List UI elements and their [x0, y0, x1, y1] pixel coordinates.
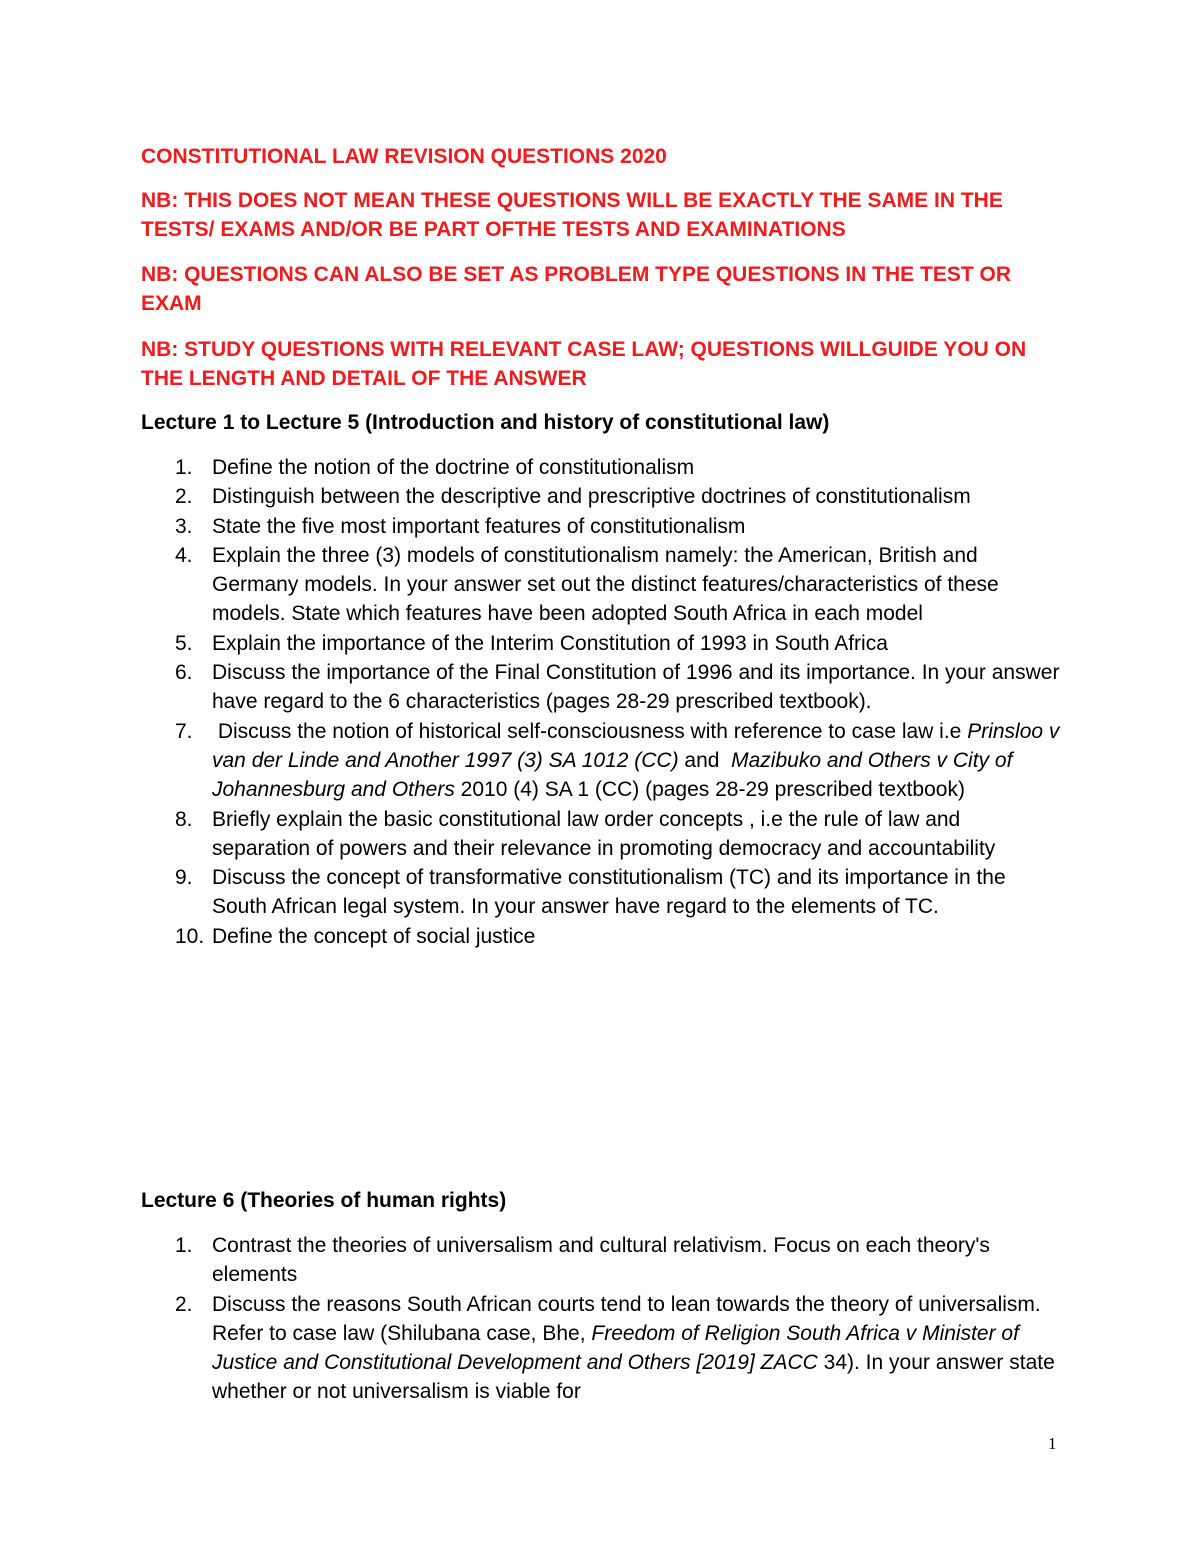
section-heading-lectures-1-5: Lecture 1 to Lecture 5 (Introduction and history of constitutional law)	[141, 411, 830, 434]
note-problem-questions: NB: QUESTIONS CAN ALSO BE SET AS PROBLEM TYPE QUESTIONS IN THE TEST OR EXAM	[141, 263, 1012, 315]
case-citation: Prinsloo v van der Linde and Another 1997 (3) SA 1012 (CC)	[212, 719, 1066, 772]
question-text: Discuss the concept of transformative constitutionalism (TC) and its importance in the South African legal system. In your answer have regard to the elements of TC.	[212, 866, 1006, 919]
question-item	[141, 805, 1061, 864]
question-number: 10.	[175, 924, 205, 948]
question-item	[141, 512, 1061, 541]
question-text: Contrast the theories of universalism and cultural relativism. Focus on each theory's elements	[212, 1234, 990, 1287]
page-number: 1	[1048, 1434, 1057, 1453]
question-number: 1.	[175, 1234, 193, 1257]
question-text: Discuss the reasons South African courts tend to lean towards the theory of universalism. Refer to case law (Shilubana case, Bhe,	[212, 1292, 1047, 1345]
section-heading-lecture-6: Lecture 6 (Theories of human rights)	[141, 1189, 507, 1212]
question-text: Distinguish between the descriptive and prescriptive doctrines of constitutionalism	[212, 485, 971, 509]
note-study-case-law: NB: STUDY QUESTIONS WITH RELEVANT CASE LAW; QUESTIONS WILLGUIDE YOU ON THE LENGTH AND DETAIL OF THE ANSWER	[141, 338, 1027, 390]
question-item	[141, 629, 1061, 658]
question-item	[141, 541, 1061, 629]
question-number: 2.	[175, 1292, 193, 1316]
case-citation: Freedom of Religion South Africa v Minister of Justice and Constitutional Development and Others [2019] ZACC	[212, 1321, 1025, 1375]
question-item	[141, 922, 1061, 951]
question-item	[141, 482, 1061, 511]
question-number: 8.	[175, 807, 193, 831]
question-item	[141, 1290, 1061, 1407]
question-number: 1.	[175, 456, 193, 479]
question-number: 2.	[175, 485, 193, 509]
question-list-lecture-6	[141, 1231, 1061, 1407]
question-number: 4.	[175, 543, 193, 567]
question-number: 6.	[175, 661, 193, 685]
question-text: Explain the importance of the Interim Constitution of 1993 in South Africa	[212, 631, 888, 655]
question-number: 3.	[175, 514, 193, 538]
note-exam-disclaimer: NB: THIS DOES NOT MEAN THESE QUESTIONS WILL BE EXACTLY THE SAME IN THE TESTS/ EXAMS AND/OR BE PART OFTHE TESTS AND EXAMINATIONS	[141, 189, 1003, 241]
question-item	[141, 863, 1061, 922]
question-text: Discuss the notion of historical self-consciousness with reference to case law i.e	[212, 719, 968, 743]
question-text: and	[678, 748, 732, 772]
question-text: State the five most important features of constitutionalism	[212, 514, 746, 538]
question-text: Define the concept of social justice	[212, 924, 536, 948]
question-text: 2010 (4) SA 1 (CC) (pages 28-29 prescribed textbook)	[454, 778, 965, 802]
question-item	[141, 453, 1061, 482]
question-text: Define the notion of the doctrine of constitutionalism	[212, 456, 695, 479]
question-item	[141, 717, 1066, 805]
document-title: CONSTITUTIONAL LAW REVISION QUESTIONS 2020	[141, 145, 667, 168]
question-text: Briefly explain the basic constitutional law order concepts , i.e the rule of law and separation of powers and their relevance in promoting democracy and accountability	[212, 807, 996, 860]
question-number: 5.	[175, 631, 193, 655]
question-item	[141, 1231, 1061, 1290]
question-item	[141, 658, 1061, 717]
question-number: 7.	[175, 719, 193, 743]
question-number: 9.	[175, 866, 193, 890]
question-text: Explain the three (3) models of constitutionalism namely: the American, British and Germany models. In your answer set out the distinct features/characteristics of these models. State which features have been adopted South Africa in each model	[212, 543, 999, 626]
question-text: Discuss the importance of the Final Constitution of 1996 and its importance. In your answer have regard to the 6 characteristics (pages 28-29 prescribed textbook).	[212, 661, 1060, 714]
question-list-lectures-1-5	[141, 453, 1066, 951]
question-text: 34). In your answer state whether or not universalism is viable for	[212, 1351, 1061, 1404]
case-citation: Mazibuko and Others v City of Johannesburg and Others	[212, 748, 1019, 802]
